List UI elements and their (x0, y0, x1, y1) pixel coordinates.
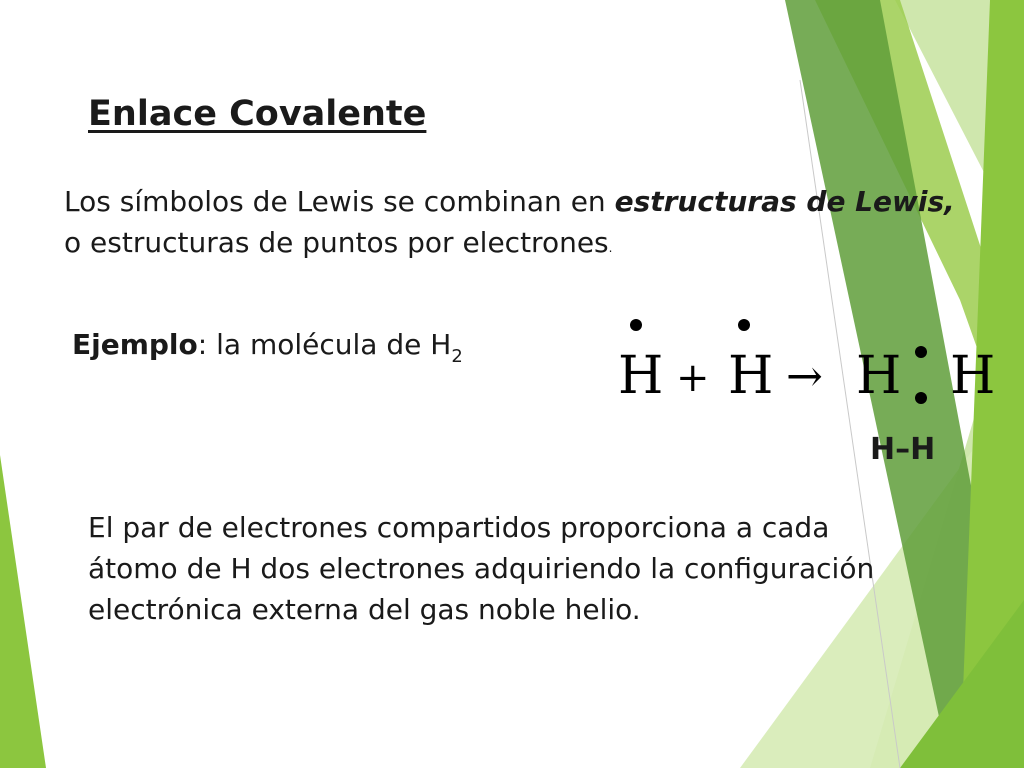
electron-dot-2 (738, 319, 750, 331)
equation-atom-3: H (856, 346, 902, 406)
equation-atom-1: H (618, 346, 664, 406)
equation-atom-2: H (728, 346, 774, 406)
lewis-equation (600, 300, 1000, 420)
intro-paragraph (64, 181, 974, 269)
intro-emphasis: estructuras de Lewis, (614, 185, 955, 218)
electron-dot-1 (630, 319, 642, 331)
equation-arrow: → (786, 351, 823, 402)
intro-text-start: Los símbolos de Lewis se combinan en (64, 185, 615, 218)
equation-plus: + (676, 355, 710, 401)
bond-notation: H–H (870, 432, 936, 467)
shared-electron-dot-top (915, 346, 927, 358)
explanation-paragraph: El par de electrones compartidos proporciona a cada átomo de H dos electrones adquiriendo la configuración electrónica externa del gas noble helio. (88, 511, 875, 626)
equation-atom-4: H (950, 346, 996, 406)
example-label: Ejemplo (72, 328, 198, 361)
intro-trailing-period: . (608, 241, 613, 255)
shared-electron-dot-bottom (915, 392, 927, 404)
example-subscript: 2 (451, 346, 463, 367)
intro-text-end: o estructuras de puntos por electrones (64, 226, 609, 259)
example-text: : la molécula de H (197, 328, 452, 361)
left-green-sliver (0, 455, 46, 768)
example-line (72, 328, 463, 367)
slide-title: Enlace Covalente (88, 94, 427, 134)
